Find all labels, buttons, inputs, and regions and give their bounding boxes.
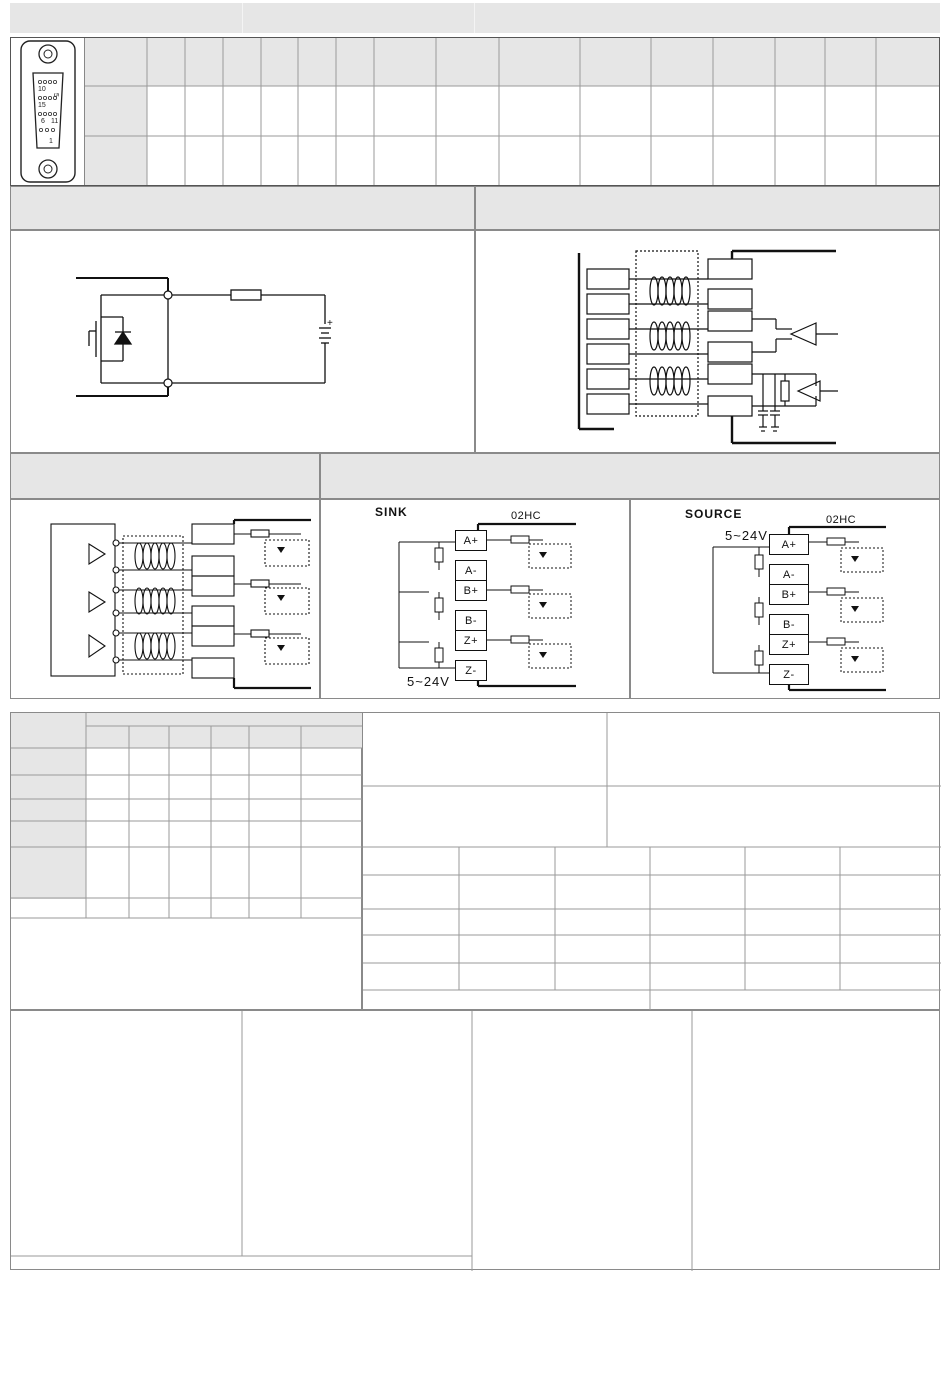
source-wiring-diagram bbox=[631, 500, 941, 700]
source-terminal-b-plus: B+ bbox=[769, 584, 809, 605]
section-header-open-collector bbox=[320, 453, 940, 499]
source-terminal-z-minus: Z- bbox=[769, 664, 809, 685]
svg-text:15: 15 bbox=[38, 102, 46, 109]
sink-module-label: 02HC bbox=[511, 510, 542, 522]
top-header-divider-1 bbox=[242, 3, 243, 33]
line-receiver-diagram bbox=[476, 231, 941, 454]
terminal-z-plus: Z+ bbox=[455, 630, 487, 651]
terminal-b-plus: B+ bbox=[455, 580, 487, 601]
svg-text:6: 6 bbox=[41, 118, 45, 125]
sink-label: SINK bbox=[375, 505, 408, 519]
source-terminal-b-minus: B- bbox=[769, 614, 809, 635]
connector-cell bbox=[11, 38, 85, 185]
svg-text:1: 1 bbox=[49, 138, 53, 145]
db15-connector-icon bbox=[11, 38, 85, 185]
sink-voltage-label: 5~24V bbox=[407, 674, 450, 689]
source-module-label: 02HC bbox=[826, 514, 857, 526]
source-voltage-label: 5~24V bbox=[725, 528, 768, 543]
sink-wiring-diagram bbox=[321, 500, 631, 700]
pin-label-top: 5 bbox=[52, 93, 59, 97]
top-header-divider-2 bbox=[474, 3, 475, 33]
top-header-bar bbox=[10, 3, 940, 33]
svg-text:11: 11 bbox=[51, 118, 59, 125]
terminal-a-plus: A+ bbox=[455, 530, 487, 551]
circuit-panel-line-receiver bbox=[475, 230, 940, 453]
source-terminal-z-plus: Z+ bbox=[769, 634, 809, 655]
bottom-notes-section bbox=[10, 1010, 940, 1270]
section-header-driver bbox=[10, 453, 320, 499]
terminal-a-minus: A- bbox=[455, 560, 487, 581]
section-header-right bbox=[475, 186, 940, 230]
output-circuit-diagram bbox=[11, 231, 476, 454]
line-driver-diagram bbox=[11, 500, 321, 700]
terminal-b-minus: B- bbox=[455, 610, 487, 631]
source-terminal-a-minus: A- bbox=[769, 564, 809, 585]
circuit-panel-sink bbox=[320, 499, 630, 699]
spec-table-left bbox=[10, 712, 362, 1010]
pin-label-mid: 10 bbox=[38, 86, 46, 93]
source-terminal-a-plus: A+ bbox=[769, 534, 809, 555]
circuit-panel-line-driver bbox=[10, 499, 320, 699]
pin-table-grid bbox=[85, 38, 939, 185]
section-header-left bbox=[10, 186, 475, 230]
circuit-panel-source bbox=[630, 499, 940, 699]
spec-table-right bbox=[362, 712, 940, 1010]
svg-text:+: + bbox=[327, 318, 333, 329]
source-label: SOURCE bbox=[685, 507, 743, 521]
circuit-panel-output bbox=[10, 230, 475, 453]
terminal-z-minus: Z- bbox=[455, 660, 487, 681]
